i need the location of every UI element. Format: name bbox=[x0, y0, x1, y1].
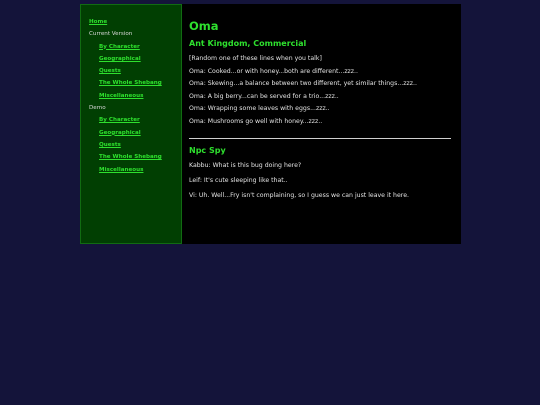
page-title: Oma bbox=[189, 19, 219, 33]
page-container bbox=[80, 4, 461, 244]
demo-miscellaneous-link[interactable]: Miscellaneous bbox=[99, 166, 144, 173]
demo-label: Demo bbox=[89, 105, 106, 112]
section-heading-ant-kingdom: Ant Kingdom, Commercial bbox=[189, 39, 307, 48]
demo-by-character-link[interactable]: By Character bbox=[99, 117, 140, 124]
nav-item-current-by-character bbox=[81, 41, 181, 53]
current-by-character-link[interactable]: By Character bbox=[99, 43, 140, 50]
current-geographical-link[interactable]: Geographical bbox=[99, 55, 141, 62]
dialogue-line: Leif: It's cute sleeping like that.. bbox=[189, 176, 288, 184]
sidebar-nav bbox=[80, 4, 182, 244]
nav-item-demo-by-character bbox=[81, 114, 181, 126]
dialogue-line: Oma: Mushrooms go well with honey...zzz.. bbox=[189, 117, 323, 125]
dialogue-line: Oma: Cooked...or with honey...both are different...zzz.. bbox=[189, 67, 358, 75]
dialogue-line: [Random one of these lines when you talk] bbox=[189, 55, 322, 62]
dialogue-line: Oma: Wrapping some leaves with eggs...zzz.. bbox=[189, 105, 330, 113]
nav-item-current-geographical bbox=[81, 53, 181, 65]
current-whole-shebang-link[interactable]: The Whole Shebang bbox=[99, 80, 162, 87]
nav-item-current-whole-shebang bbox=[81, 77, 181, 89]
nav-item-demo-miscellaneous bbox=[81, 164, 181, 176]
main-content bbox=[189, 4, 451, 244]
demo-whole-shebang-link[interactable]: The Whole Shebang bbox=[99, 154, 162, 161]
current-quests-link[interactable]: Quests bbox=[99, 68, 121, 75]
section-heading-npc-spy: Npc Spy bbox=[189, 145, 226, 155]
current-miscellaneous-link[interactable]: Miscellaneous bbox=[99, 92, 144, 99]
nav-section-demo bbox=[81, 102, 181, 114]
dialogue-line: Oma: Skewing...a balance between two different, yet similar things...zzz.. bbox=[189, 80, 417, 88]
nav-item-demo-quests bbox=[81, 139, 181, 151]
dialogue-line: Kabbu: What is this bug doing here? bbox=[189, 161, 302, 169]
dialogue-line: Vi: Uh. Well...Fry isn't complaining, so I guess we can just leave it here. bbox=[189, 191, 409, 199]
current-version-label: Current Version bbox=[89, 31, 133, 38]
demo-geographical-link[interactable]: Geographical bbox=[99, 129, 141, 136]
nav-item-demo-whole-shebang bbox=[81, 151, 181, 163]
home-link[interactable]: Home bbox=[89, 19, 108, 25]
nav-section-current-version bbox=[81, 28, 181, 40]
nav-item-current-quests bbox=[81, 65, 181, 77]
demo-quests-link[interactable]: Quests bbox=[99, 141, 121, 148]
dialogue-line: Oma: A big berry...can be served for a trio...zzz.. bbox=[189, 92, 339, 100]
nav-item-demo-geographical bbox=[81, 127, 181, 139]
section-divider bbox=[189, 138, 451, 139]
nav-item-home bbox=[81, 16, 181, 28]
dialogue-block-ant-kingdom bbox=[189, 55, 451, 126]
nav-item-current-miscellaneous bbox=[81, 90, 181, 102]
nav-list bbox=[81, 16, 181, 176]
dialogue-block-npc-spy bbox=[189, 162, 451, 200]
